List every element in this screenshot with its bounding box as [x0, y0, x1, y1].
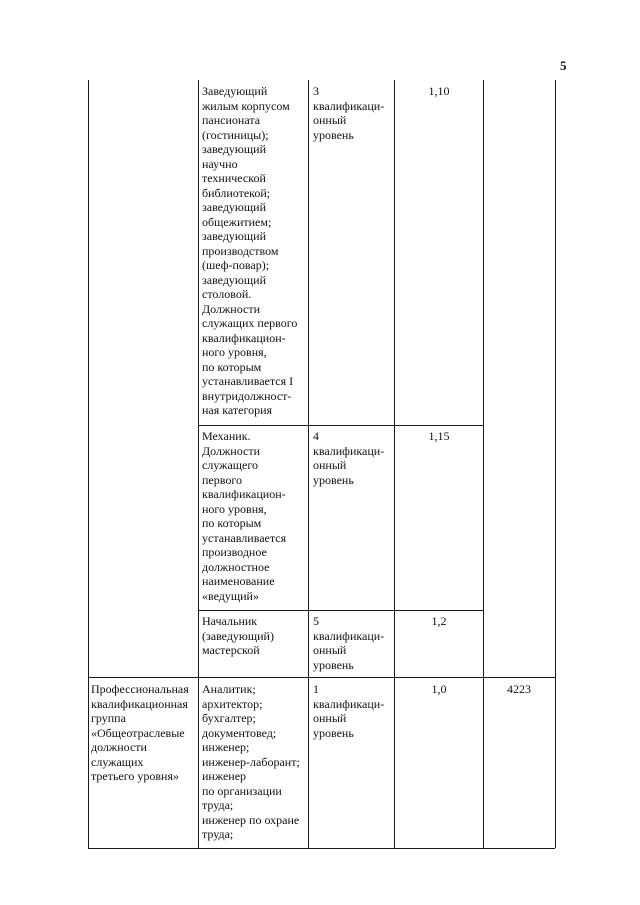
qualification-level-cell: 1 квалификаци- онный уровень: [313, 682, 385, 740]
salary-cell: 4223: [507, 682, 531, 696]
table-vertical-line: [308, 80, 309, 848]
table-vertical-line: [198, 80, 199, 848]
positions-cell: Аналитик; архитектор; бухгалтер; документовед; инженер; инженер-лаборант; инженер по организации труда; инженер по охране труда;: [202, 682, 300, 841]
page-number: 5: [560, 58, 567, 73]
table-vertical-line: [394, 80, 395, 848]
positions-cell: Заведующий жилым корпусом пансионата (гостиницы); заведующий научно технической библиотекой; заведующий общежитием; заведующий производством (шеф-повар); заведующий столовой. Должности служащих первого квалификацион- ного уровня, по которым устанавливается I внутридолжност- ная категория: [202, 84, 298, 417]
group-cell: Профессиональная квалификационная группа «Общеотраслевые должности служащих третьего уровня»: [91, 682, 189, 783]
coefficient-cell: 1,0: [431, 682, 447, 696]
row-divider: [198, 425, 483, 426]
table-vertical-line: [483, 80, 484, 848]
table-vertical-line: [555, 80, 556, 848]
positions-cell: Механик. Должности служащего первого квалификацион- ного уровня, по которым устанавливается производное должностное наименование «ведущий»: [202, 429, 287, 603]
qualification-level-cell: 4 квалификаци- онный уровень: [313, 429, 385, 487]
table-vertical-line: [88, 80, 89, 848]
coefficient-cell: 1,2: [431, 614, 447, 628]
positions-cell: Начальник (заведующий) мастерской: [202, 614, 274, 657]
coefficient-cell: 1,15: [428, 429, 450, 443]
qualification-level-cell: 3 квалификаци- онный уровень: [313, 84, 385, 142]
qualification-level-cell: 5 квалификаци- онный уровень: [313, 614, 385, 672]
row-divider: [198, 610, 483, 611]
table-bottom-border: [88, 848, 555, 849]
row-divider: [88, 677, 555, 678]
coefficient-cell: 1,10: [428, 84, 450, 98]
